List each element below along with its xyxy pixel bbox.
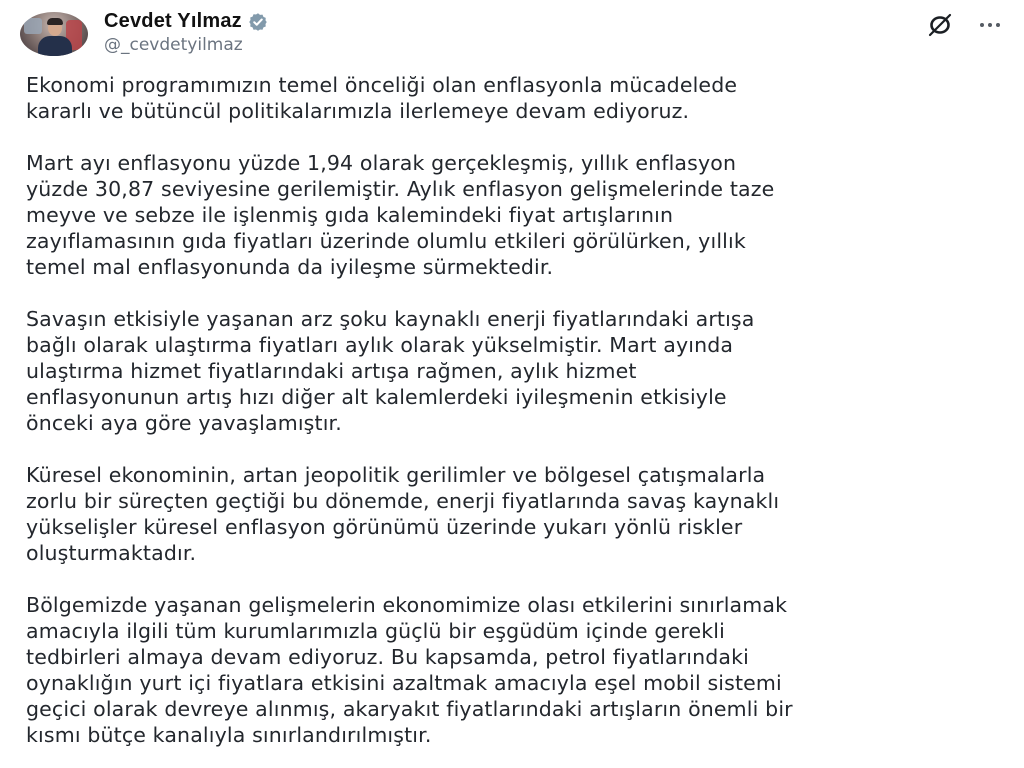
text-line: yükselişler küresel enflasyon görünümü üzerinde yukarı yönlü riskler	[26, 515, 743, 539]
tweet-paragraph-1	[26, 72, 1006, 124]
grok-icon[interactable]	[925, 12, 955, 38]
tweet-paragraph-2	[26, 150, 1006, 280]
text-line: geçici olarak devreye alınmış, akaryakıt fiyatlarındaki artışların önemli bir	[26, 697, 793, 721]
name-row	[104, 10, 268, 33]
text-line: Mart ayı enflasyonu yüzde 1,94 olarak gerçekleşmiş, yıllık enflasyon	[26, 151, 737, 175]
text-line: zorlu bir süreçten geçtiği bu dönemde, enerji fiyatlarında savaş kaynaklı	[26, 489, 780, 513]
display-name[interactable]: Cevdet Yılmaz	[104, 10, 242, 32]
tweet-header	[0, 0, 1024, 64]
text-line: Savaşın etkisiyle yaşanan arz şoku kaynaklı enerji fiyatlarındaki artışa	[26, 307, 755, 331]
text-line: Ekonomi programımızın temel önceliği olan enflasyonla mücadelede	[26, 73, 738, 97]
dot	[988, 23, 992, 27]
text-line: ulaştırma hizmet fiyatlarındaki artışa rağmen, aylık hizmet	[26, 359, 637, 383]
tweet-paragraph-4	[26, 462, 1006, 566]
text-line: yüzde 30,87 seviyesine gerilemiştir. Aylık enflasyon gelişmelerinde taze	[26, 177, 775, 201]
text-line: kısmı bütçe kanalıyla sınırlandırılmıştır.	[26, 723, 432, 747]
avatar-figure-body	[38, 36, 72, 56]
text-line: enflasyonunun artış hızı diğer alt kalemlerdeki iyileşmenin etkisiyle	[26, 385, 727, 409]
text-line: oynaklığın yurt içi fiyatlara etkisini azaltmak amacıyla eşel mobil sistemi	[26, 671, 782, 695]
tweet-paragraph-5	[26, 592, 1006, 748]
more-options-icon[interactable]	[975, 14, 1005, 36]
text-line: önceki aya göre yavaşlamıştır.	[26, 411, 342, 435]
text-line: Küresel ekonominin, artan jeopolitik gerilimler ve bölgesel çatışmalarla	[26, 463, 766, 487]
text-line: amacıyla ilgili tüm kurumlarımızla güçlü bir eşgüdüm içinde gerekli	[26, 619, 725, 643]
text-line: bağlı olarak ulaştırma fiyatları aylık olarak yükselmiştir. Mart ayında	[26, 333, 734, 357]
user-handle[interactable]: @_cevdetyilmaz	[104, 35, 243, 55]
verified-badge-icon	[248, 12, 268, 32]
tweet-text	[26, 72, 1006, 768]
text-line: zayıflamasının gıda fiyatları üzerinde olumlu etkileri görülürken, yıllık	[26, 229, 746, 253]
text-line: oluşturmaktadır.	[26, 541, 197, 565]
text-line: tedbirleri almaya devam ediyoruz. Bu kapsamda, petrol fiyatlarındaki	[26, 645, 749, 669]
tweet-paragraph-3	[26, 306, 1006, 436]
dot	[996, 23, 1000, 27]
text-line: kararlı ve bütüncül politikalarımızla ilerlemeye devam ediyoruz.	[26, 99, 690, 123]
avatar-figure-hair	[47, 18, 63, 25]
text-line: Bölgemizde yaşanan gelişmelerin ekonomimize olası etkilerini sınırlamak	[26, 593, 788, 617]
text-line: meyve ve sebze ile işlenmiş gıda kalemindeki fiyat artışlarının	[26, 203, 674, 227]
avatar-background-detail	[24, 18, 42, 34]
text-line: temel mal enflasyonunda da iyileşme sürmektedir.	[26, 255, 554, 279]
avatar[interactable]	[20, 12, 88, 56]
dot	[980, 23, 984, 27]
